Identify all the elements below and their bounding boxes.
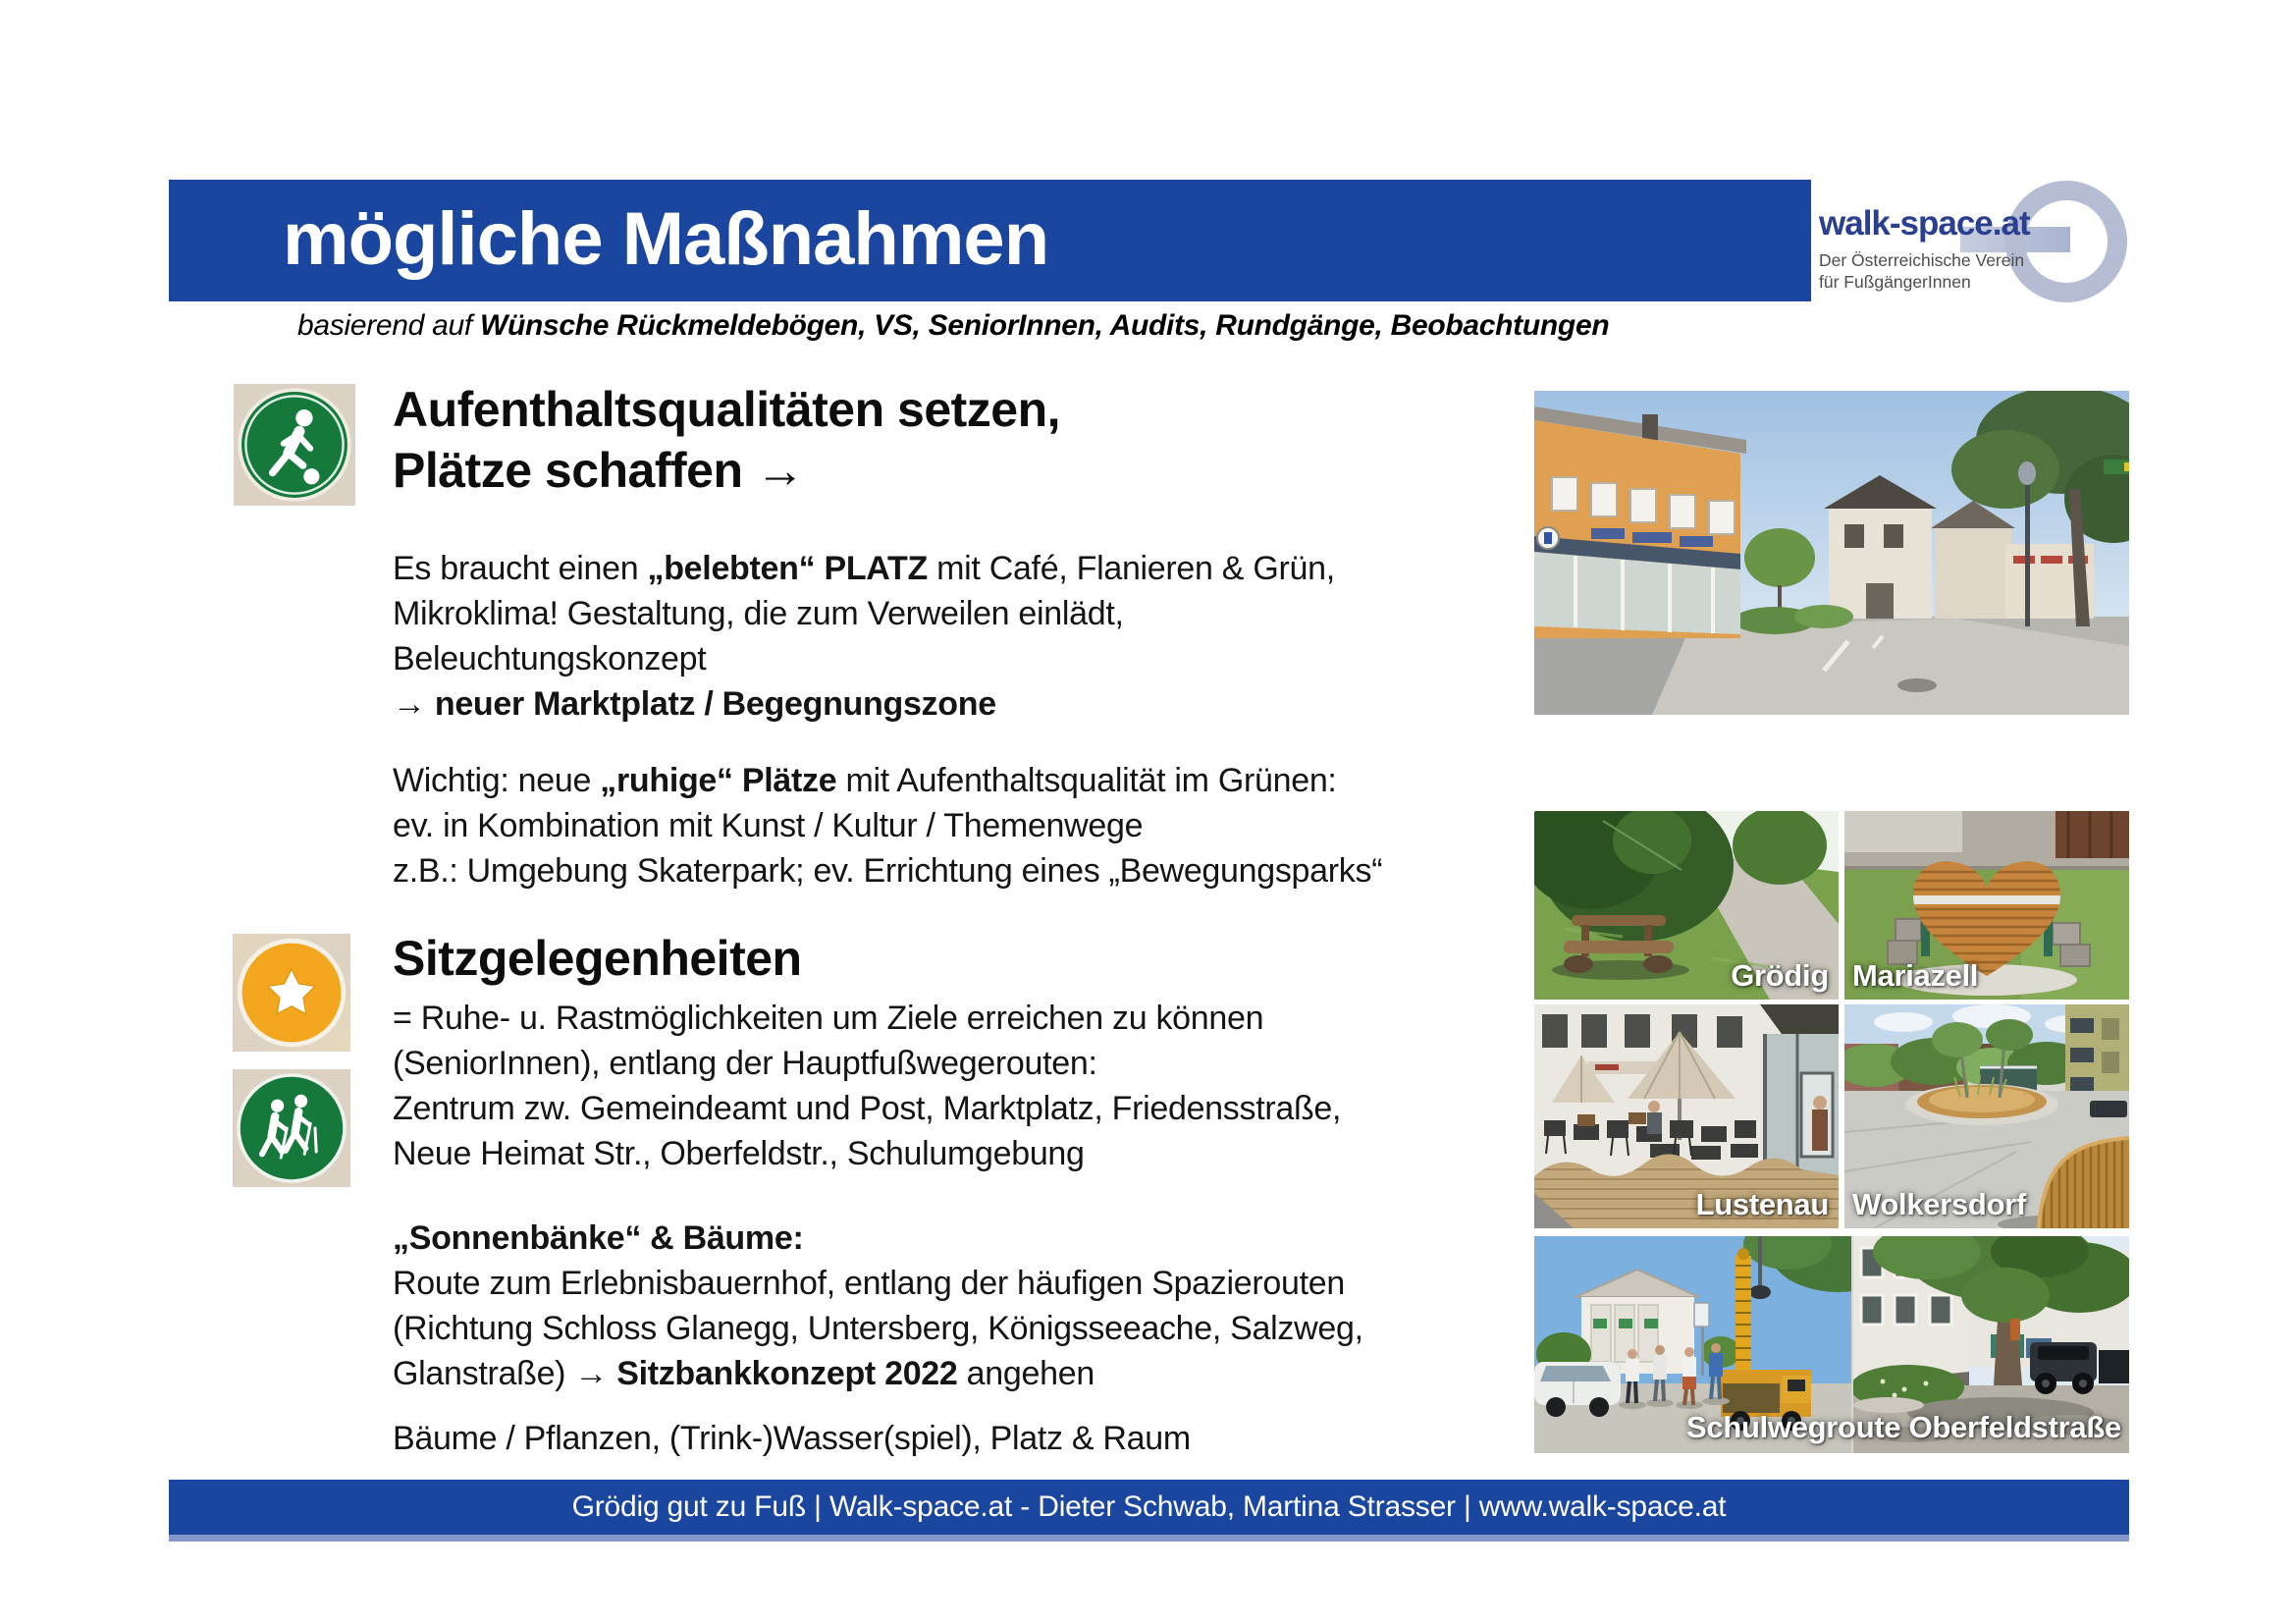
subtitle	[297, 309, 1609, 343]
footer-bar	[169, 1480, 2129, 1542]
street-scene-photo	[1534, 391, 2129, 715]
lustenau-wave-bench-photo	[1534, 1004, 1839, 1228]
section1-paragraph1: Es braucht einen „belebten“ PLATZ mit Café, Flanieren & Grün, Mikroklima! Gestaltung, die zum Verweilen einlädt, Beleuchtungskonzept → neuer Marktplatz / Begegnungszone	[393, 550, 1335, 723]
photo-label-mariazell: Mariazell	[1852, 958, 1979, 993]
section2-paragraph2: „Sonnenbänke“ & Bäume: Route zum Erlebnisbauernhof, entlang der häufigen Spazierouten (Richtung Schloss Glanegg, Untersberg, Königsseeache, Salzweg, Glanstraße) → Sitzbankkonzept 2022 angehen	[393, 1219, 1363, 1392]
groedig-bench-photo	[1534, 811, 1839, 1000]
hikers-icon	[233, 1069, 350, 1187]
photo-label-wolkersdorf: Wolkersdorf	[1852, 1187, 2026, 1221]
section2-heading: Sitzgelegenheiten	[393, 931, 802, 986]
logo-subtitle-line1: Der Österreichische Verein	[1819, 250, 2025, 270]
section2-paragraph3: Bäume / Pflanzen, (Trink-)Wasser(spiel), Platz & Raum	[393, 1420, 1191, 1457]
star-icon-graphic	[233, 934, 350, 1052]
soccer-icon-graphic	[234, 384, 355, 506]
photo-label-schulweg: Schulwegroute Oberfeldstraße	[1686, 1410, 2121, 1444]
section1-paragraph2: Wichtig: neue „ruhige“ Plätze mit Aufenthaltsqualität im Grünen: ev. in Kombination mit Kunst / Kultur / Themenwege z.B.: Umgebung Skaterpark; ev. Errichtung eines „Bewegungsparks“	[393, 762, 1383, 890]
soccer-player-sign-icon	[234, 384, 355, 506]
hikers-icon-graphic	[233, 1069, 350, 1187]
section2-paragraph1: = Ruhe- u. Rastmöglichkeiten um Ziele erreichen zu können (SeniorInnen), entlang der Hauptfußwegerouten: Zentrum zw. Gemeindeamt und Post, Marktplatz, Friedensstraße, Neue Heimat Str., Oberfeldstr., Schulumgebung	[393, 1000, 1342, 1172]
section1-heading: Aufenthaltsqualitäten setzen, Plätze schaffen →	[393, 382, 1061, 498]
footer-text: Grödig gut zu Fuß | Walk-space.at - Dieter Schwab, Martina Strasser | www.walk-space.at	[571, 1490, 1727, 1523]
logo-wordmark: walk-space.at	[1819, 204, 2030, 243]
street-scene-graphic	[1534, 391, 2129, 715]
logo-subtitle	[1819, 249, 2024, 293]
subtitle-sources: Wünsche Rückmeldebögen, VS, SeniorInnen, Audits, Rundgänge, Beobachtungen	[479, 309, 1610, 342]
header-bar	[169, 180, 1811, 301]
schulweg-photo-pair	[1534, 1236, 2129, 1453]
subtitle-prefix: basierend auf	[297, 309, 480, 342]
star-icon	[233, 934, 350, 1052]
logo-subtitle-line2: für FußgängerInnen	[1819, 272, 1971, 292]
page-title: mögliche Maßnahmen	[283, 197, 1049, 281]
wolkersdorf-plaza-photo	[1844, 1004, 2129, 1228]
mariazell-heart-bench-photo	[1844, 811, 2129, 1000]
photo-label-lustenau: Lustenau	[1695, 1187, 1829, 1221]
photo-label-groedig: Grödig	[1731, 958, 1829, 993]
